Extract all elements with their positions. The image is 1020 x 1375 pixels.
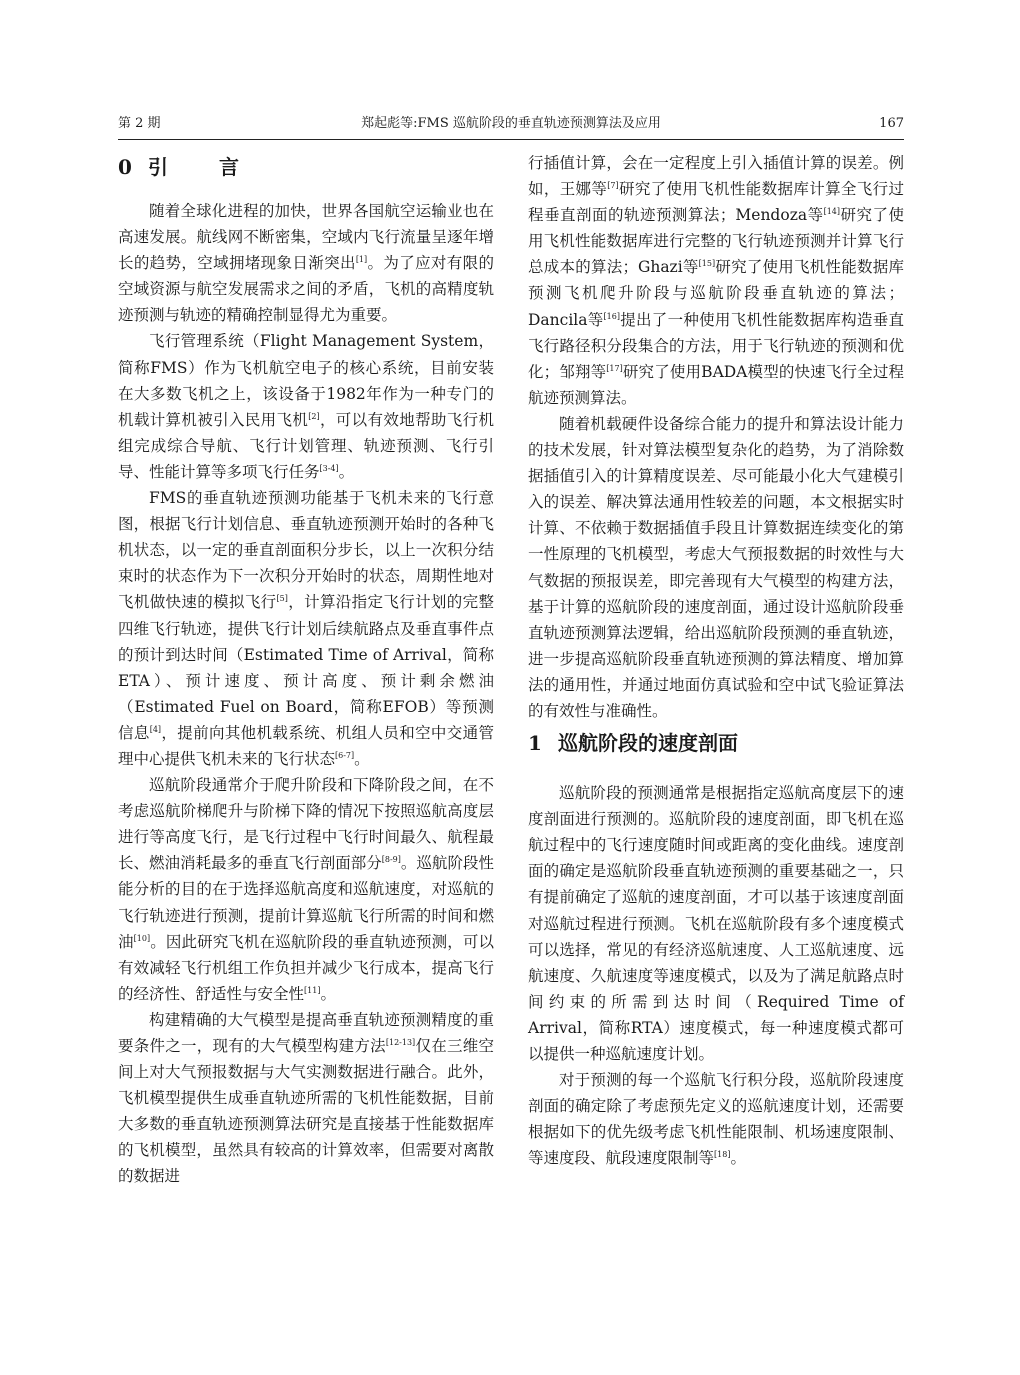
right-column: [528, 150, 904, 1171]
citation: [10]: [133, 933, 151, 943]
citation: [18]: [714, 1150, 731, 1160]
citation: [6-7]: [335, 750, 355, 760]
citation: [8-9]: [381, 855, 401, 865]
page-number: 167: [879, 116, 904, 131]
paragraph: 随着机载硬件设备综合能力的提升和算法设计能力的技术发展，针对算法模型复杂化的趋势，为了消除数据插值引入的计算精度误差、尽可能最小化大气建模引入的误差、解决算法通用性较差的问题，本文根据实时计算、不依赖于数据插值手段且计算数据连续变化的第一性原理的飞机模型，考虑大气预报数据的时效性与大气数据的预报误差，即完善现有大气模型的构建方法，基于计算的巡航阶段的速度剖面，通过设计巡航阶段垂直轨迹预测算法逻辑，给出巡航阶段预测的垂直轨迹，进一步提高巡航阶段垂直轨迹预测的算法精度、增加算法的通用性，并通过地面仿真试验和空中试飞验证算法的有效性与准确性。: [528, 414, 904, 720]
paragraph: FMS的垂直轨迹预测功能基于飞机未来的飞行意图，根据飞行计划信息、垂直轨迹预测开始时的各种飞机状态，以一定的垂直剖面积分步长，以上一次积分结束时的状态作为下一次积分开始时的状态，周期性地对飞机做快速的模拟飞行[5]，计算沿指定飞行计划的完整四维飞行轨迹，提供飞行计划后续航路点及垂直事件点的预计到达时间（Estimated Time of Arrival，简称ETA）、预计速度、预计高度、预计剩余燃油（Estimated Fuel on Board，简称EFOB）等预测信息[4]，提前向其他机载系统、机组人员和空中交通管理中心提供飞机未来的飞行状态[6-7]。: [118, 489, 494, 768]
paragraph: 构建精确的大气模型是提高垂直轨迹预测精度的重要条件之一，现有的大气模型构建方法[12-13]仅在三维空间上对大气预报数据与大气实测数据进行融合。此外，飞机模型提供生成垂直轨迹所需的飞机性能数据，目前大多数的垂直轨迹预测算法研究是直接基于性能数据库的飞机模型，虽然具有较高的计算效率，但需要对离散的数据进: [118, 1010, 494, 1186]
running-title: 郑起彪等:FMS 巡航阶段的垂直轨迹预测算法及应用: [361, 116, 661, 131]
paragraph: 随着全球化进程的加快，世界各国航空运输业也在高速发展。航线网不断密集，空域内飞行流量呈逐年增长的趋势，空域拥堵现象日渐突出[1]。为了应对有限的空域资源与航空发展需求之间的矛盾，飞机的高精度轨迹预测与轨迹的精确控制显得尤为重要。: [118, 202, 494, 325]
section-heading-introduction: [118, 150, 494, 194]
citation: [15]: [698, 259, 716, 269]
section-number: 1: [528, 731, 542, 756]
citation: [5]: [276, 594, 288, 604]
issue-number: 第 2 期: [118, 116, 161, 131]
citation: [17]: [606, 363, 623, 373]
citation: [3-4]: [319, 463, 339, 473]
section-number: 0: [118, 155, 132, 179]
citation: [1]: [355, 255, 368, 265]
paragraph: 对于预测的每一个巡航飞行积分段，巡航阶段速度剖面的确定除了考虑预先定义的巡航速度计划，还需要根据如下的优先级考虑飞机性能限制、机场速度限制、等速度段、航段速度限制等[18]。: [528, 1071, 904, 1168]
paragraph: 行插值计算，会在一定程度上引入插值计算的误差。例如，王娜等[7]研究了使用飞机性能数据库计算全飞行过程垂直剖面的轨迹预测算法；Mendoza等[14]研究了使用飞机性能数据库进行完整的飞行轨迹预测并计算飞行总成本的算法；Ghazi等[15]研究了使用飞机性能数据库预测飞机爬升阶段与巡航阶段垂直轨迹的算法；Dancila等[16]提出了一种使用飞机性能数据库构造垂直飞行路径积分段集合的方法，用于飞行轨迹的预测和优化；邹翔等[17]研究了使用BADA模型的快速飞行全过程航迹预测算法。: [528, 154, 904, 407]
left-column: [118, 150, 494, 1190]
citation: [2]: [308, 411, 320, 421]
citation: [7]: [607, 181, 619, 191]
citation: [14]: [823, 207, 841, 217]
citation: [12-13]: [385, 1038, 416, 1047]
section-title: 巡航阶段的速度剖面: [558, 731, 738, 756]
paragraph: 巡航阶段的预测通常是根据指定巡航高度层下的速度剖面进行预测的。巡航阶段的速度剖面，即飞机在巡航过程中的飞行速度随时间或距离的变化曲线。速度剖面的确定是巡航阶段垂直轨迹预测的重要基础之一，只有提前确定了巡航的速度剖面，才可以基于该速度剖面对巡航过程进行预测。飞机在巡航阶段有多个速度模式可以选择，常见的有经济巡航速度、人工巡航速度、远航速度、久航速度等速度模式，以及为了满足航路点时间约束的所需到达时间（Required Time of Arrival，简称RTA）速度模式，每一种速度模式都可以提供一种巡航速度计划。: [528, 784, 904, 1063]
paragraph: 巡航阶段通常介于爬升阶段和下降阶段之间，在不考虑巡航阶梯爬升与阶梯下降的情况下按照巡航高度层进行等高度飞行，是飞行过程中飞行时间最久、航程最长、燃油消耗最多的垂直飞行剖面部分[8-9]。巡航阶段性能分析的目的在于选择巡航高度和巡航速度，对巡航的飞行轨迹进行预测，提前计算巡航飞行所需的时间和燃油[10]。因此研究飞机在巡航阶段的垂直轨迹预测，可以有效减轻飞行机组工作负担并减少飞行成本，提高飞行的经济性、舒适性与安全性[11]。: [118, 776, 494, 1003]
paragraph: 飞行管理系统（Flight Management System，简称FMS）作为飞机航空电子的核心系统，目前安装在大多数飞机之上，该设备于1982年作为一种专门的机载计算机被引入民用飞机[2]，可以有效地帮助飞行机组完成综合导航、飞行计划管理、轨迹预测、飞行引导、性能计算等多项飞行任务[3-4]。: [118, 332, 494, 481]
citation: [16]: [603, 311, 620, 321]
section-heading-speed-profile: [528, 724, 904, 774]
running-header: [118, 113, 904, 140]
citation: [11]: [304, 985, 321, 995]
citation: [4]: [149, 724, 162, 734]
section-title: 引 言: [148, 155, 261, 179]
